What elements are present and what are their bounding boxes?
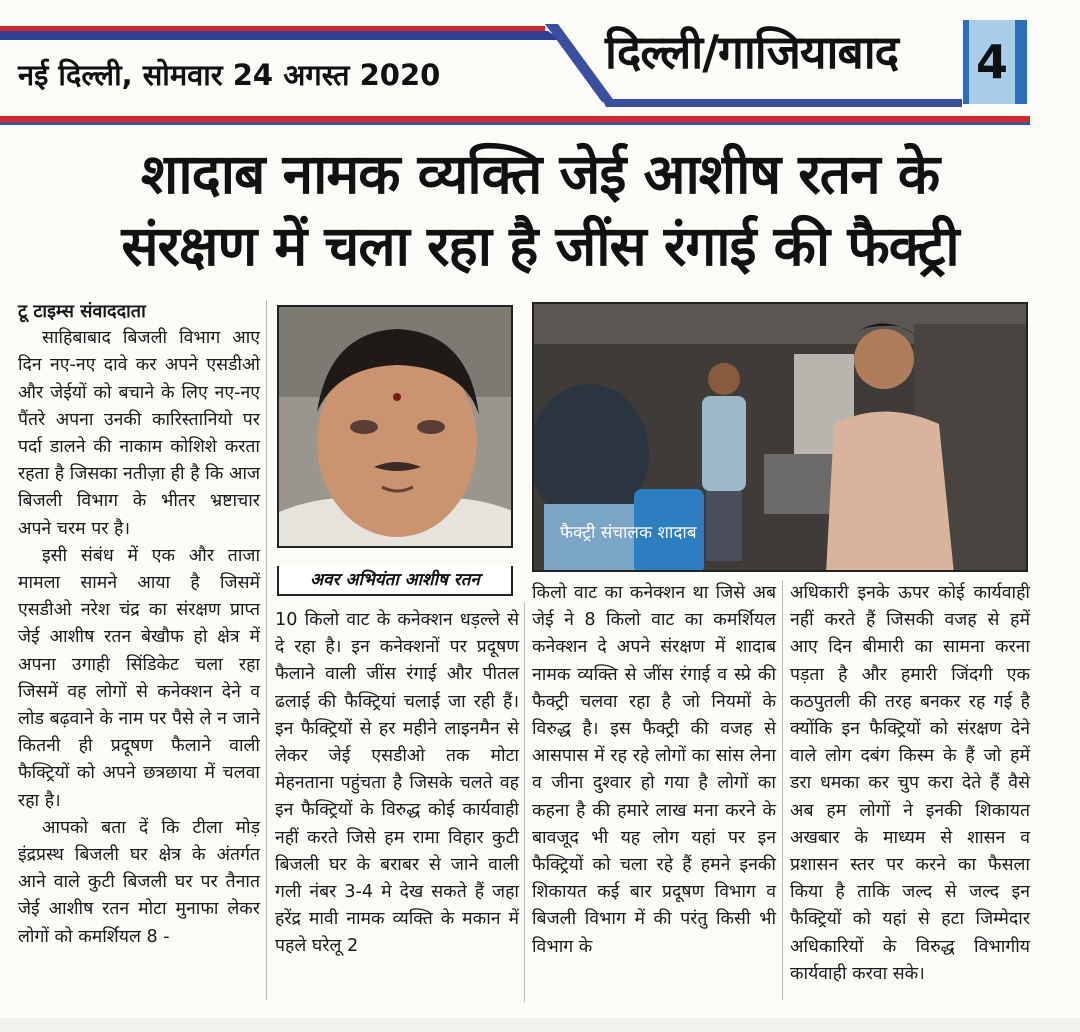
column-4	[790, 580, 1030, 988]
engineer-photo-caption: अवर अभियंता आशीष रतन	[277, 566, 513, 596]
column-divider-1	[266, 300, 267, 1000]
headline	[20, 138, 1060, 282]
column-1	[18, 298, 260, 951]
section-title: दिल्ली/गाजियाबाद	[605, 25, 899, 79]
next-article-strip	[0, 1018, 1080, 1032]
column-divider-3	[782, 580, 783, 1000]
col3-paragraph: किलो वाट का कनेक्शन था जिसे अब जेई ने 8 किलो वाट का कमर्शियल कनेक्शन दे अपने संरक्षण में शादाब नामक व्यक्ति से जींस रंगाई व स्प्रे की फैक्ट्री चलवा रहा है जो नियमों के विरुद्ध है। इस फैक्ट्री की वजह से आसपास में रह रहे लोगों का सांस लेना व जीना दुश्वार हो गया है लोगों का कहना है की हमारे लाख मना करने के बावजूद भी यह लोग यहां पर इन फैक्ट्रियों को चला रहे हैं हमने इनकी शिकायत कई बार प्रदूषण विभाग व बिजली विभाग में की परंतु किसी भी विभाग के	[532, 583, 776, 957]
headline-line-2: संरक्षण में चला रहा है जींस रंगाई की फैक्ट्री	[121, 214, 959, 278]
masthead-right-blue-band	[602, 99, 962, 107]
masthead	[0, 0, 1080, 135]
col2-paragraph: 10 किलो वाट के कनेक्शन धड़ल्ले से दे रहा है। इन कनेक्शनों पर प्रदूषण फैलाने वाली जींस रंगाई और पीतल ढलाई की फैक्ट्रियां चलाई जा रही हैं। इन फैक्ट्रियों से हर महीने लाइनमैन से लेकर जेई एसडीओ तक मोटा मेहनताना पहुंचता है जिसके चलते वह इन फैक्ट्रियों के विरुद्ध कोई कार्यवाही नहीं करते जिसे हम रामा विहार कुटी बिजली घर के बराबर से जाने वाली गली नंबर 3-4 मे देख सकते हैं जहा हरेंद्र मावी नामक व्यक्ति के मकान में पहले घरेलू 2	[275, 610, 519, 957]
masthead-bottom-red-rule	[0, 116, 1030, 122]
col1-paragraph-1: साहिबाबाद बिजली विभाग आए दिन नए-नए दावे कर अपने एसडीओ और जेईयों को बचाने के लिए नए-नए पैंतरे अपना उनकी कारिस्तानियो पर पर्दा डालने की नाकाम कोशिशे करता रहता है जिसका नतीज़ा ही है कि आज बिजली विभाग के भीतर भ्रष्टाचार अपने चरम पर है।	[18, 328, 260, 539]
col4-paragraph: अधिकारी इनके ऊपर कोई कार्यवाही नहीं करते हैं जिसकी वजह से हमें आए दिन बीमारी का सामना करना पड़ता है और हमारी जिंदगी एक कठपुतली की तरह बनकर रह गई है क्योंकि इन फैक्ट्रियों को संरक्षण देने वाले लोग दबंग किस्म के हैं जो हमें डरा धमका कर चुप करा देते हैं वैसे अब हम लोगों ने इनकी शिकायत अखबार के माध्यम से शासन व प्रशासन स्तर पर करने का फैसला किया है ताकि जल्द से जल्द इन फैक्ट्रियों को यहां से हटा जिम्मेदार अधिकारियों के विरुद्ध विभागीय कार्यवाही करवा सके।	[790, 583, 1030, 984]
masthead-top-red-rule	[0, 26, 545, 31]
masthead-left-blue-band	[0, 31, 560, 40]
engineer-photo	[277, 305, 513, 548]
column-divider-2	[524, 602, 525, 1002]
column-3	[532, 580, 776, 961]
col1-paragraph-3: आपको बता दें कि टीला मोड़ इंद्रप्रस्थ बिजली घर क्षेत्र के अंतर्गत आने वाले कुटी बिजली घर पर तैनात जेई आशीष रतन मोटा मुनाफा लेकर लोगों को कमर्शियल 8 -	[18, 817, 260, 947]
masthead-bottom-blue-rule	[0, 122, 1030, 125]
engineer-portrait-image	[279, 307, 513, 548]
page-number-box	[963, 20, 1027, 104]
byline: टू टाइम्स संवाददाता	[18, 301, 146, 322]
headline-line-1: शादाब नामक व्यक्ति जेई आशीष रतन के	[140, 142, 940, 206]
factory-photo-caption: फैक्ट्री संचालक शादाब	[560, 523, 697, 543]
column-2	[275, 607, 519, 961]
dateline: नई दिल्ली, सोमवार 24 अगस्त 2020	[18, 58, 441, 92]
page-number: 4	[969, 20, 1015, 104]
col1-paragraph-2: इसी संबंध में एक और ताजा मामला सामने आया है जिसमें एसडीओ नरेश चंद्र का संरक्षण प्राप्त जेई आशीष रतन बेखौफ हो क्षेत्र में अपना उगाही सिंडिकेट चला रहा जिसमें वह लोगों से कनेक्शन देने व लोड बढ़वाने के नाम पर पैसे ले न जाने कितनी ही प्रदूषण फैलाने वाली फैक्ट्रियों को अपने छत्रछाया में चलवा रहा है।	[18, 545, 260, 811]
